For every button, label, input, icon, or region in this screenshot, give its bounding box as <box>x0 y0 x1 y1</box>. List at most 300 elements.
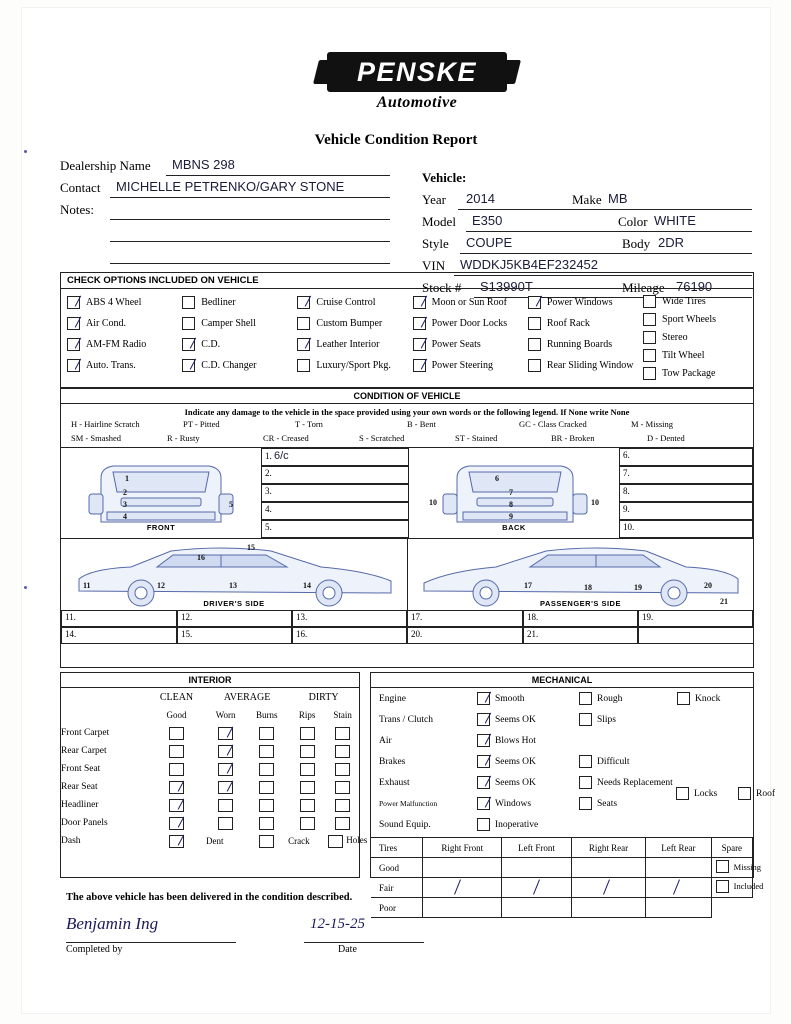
option-auto-trans[interactable] <box>67 355 176 376</box>
option-label: Power Seats <box>431 339 481 350</box>
checkbox-icon[interactable] <box>259 763 274 776</box>
checkbox-icon[interactable] <box>218 727 233 740</box>
back-callout-6: 6 <box>495 474 499 483</box>
option-label: Custom Bumper <box>316 318 383 329</box>
passenger-callout-21: 21 <box>720 597 728 606</box>
damage-entry-2[interactable] <box>261 466 409 484</box>
tires-table <box>371 837 764 918</box>
passenger-callout-18: 18 <box>584 583 592 592</box>
checkbox-icon[interactable] <box>67 359 80 372</box>
passenger-callout-17: 17 <box>524 581 532 590</box>
options-column-1 <box>61 292 176 382</box>
condition-box <box>60 388 754 668</box>
option-label: AM-FM Radio <box>86 339 147 350</box>
checkbox-icon[interactable] <box>218 799 233 812</box>
damage-entry-8[interactable] <box>619 484 753 502</box>
mech-option-knock[interactable]: Knock <box>677 692 752 705</box>
checkbox-icon[interactable] <box>677 692 690 705</box>
back-callout-9: 9 <box>509 512 513 521</box>
front-callout-3: 3 <box>123 500 127 509</box>
checkbox-icon[interactable] <box>182 359 195 372</box>
entry-number: 13. <box>296 612 308 622</box>
mileage-value[interactable]: 76190 <box>676 279 713 294</box>
color-value[interactable]: WHITE <box>654 213 696 228</box>
mech-option-difficult[interactable]: Difficult <box>579 755 675 768</box>
mech-label: Sound Equip. <box>379 819 431 830</box>
mechanical-panel <box>370 672 775 913</box>
vin-label: VIN <box>422 258 446 273</box>
damage-entry-18[interactable] <box>523 610 638 627</box>
tire-cell[interactable] <box>502 858 572 878</box>
tire-cell[interactable] <box>571 858 645 878</box>
notes-row-3 <box>60 244 390 264</box>
damage-diagrams <box>61 447 753 644</box>
tires-header-left-front: Left Front <box>502 838 572 858</box>
stock-value[interactable]: S13990T <box>480 279 533 294</box>
option-label: Power Windows <box>546 297 613 308</box>
checkbox-icon[interactable] <box>218 781 233 794</box>
back-callout-7: 7 <box>509 488 513 497</box>
damage-entry-17[interactable] <box>407 610 523 627</box>
interior-row-dash <box>61 832 359 850</box>
tire-cell-marked[interactable] <box>571 878 645 898</box>
mech-label: Exhaust <box>379 777 410 788</box>
style-label: Style <box>422 236 449 251</box>
date-line <box>304 942 424 943</box>
mech-row-sound-equip <box>371 814 753 835</box>
checkbox-icon[interactable] <box>716 860 729 873</box>
style-body-row <box>422 234 752 254</box>
entry-number: 1. <box>265 451 272 461</box>
entry-number: 19. <box>642 612 654 622</box>
checkbox-icon[interactable] <box>716 880 729 893</box>
checkbox-icon[interactable] <box>218 763 233 776</box>
entry-number: 18. <box>527 612 539 622</box>
damage-entry-16[interactable] <box>292 627 407 644</box>
front-callout-4: 4 <box>123 512 127 521</box>
option-stereo[interactable] <box>643 328 753 346</box>
option-label: Cruise Control <box>316 297 376 308</box>
mech-row-air <box>371 730 753 751</box>
color-label: Color <box>618 214 648 229</box>
front-view-diagram <box>61 448 261 538</box>
mech-option-needs-replacement[interactable]: Needs Replacement <box>579 776 675 789</box>
checkbox-icon[interactable] <box>335 727 350 740</box>
passengers-side-diagram <box>407 538 753 610</box>
completed-by-label: Completed by <box>66 944 123 955</box>
checkbox-icon[interactable] <box>259 817 274 830</box>
option-camper-shell[interactable] <box>182 313 291 334</box>
checkbox-icon[interactable] <box>413 359 426 372</box>
checkbox-icon[interactable] <box>477 776 490 789</box>
checkbox-icon[interactable] <box>477 818 490 831</box>
option-power-steering[interactable] <box>413 355 522 376</box>
entry-number: 16. <box>296 629 308 639</box>
mech-label: Trans / Clutch <box>379 714 434 725</box>
checkbox-icon[interactable] <box>182 296 195 309</box>
options-box <box>60 272 754 388</box>
checkbox-icon[interactable] <box>182 338 195 351</box>
option-cruise-control[interactable] <box>297 292 406 313</box>
tires-row-label: Good <box>371 858 423 878</box>
date-label: Date <box>338 944 357 955</box>
interior-row-rear-seat <box>61 778 359 796</box>
tire-cell[interactable] <box>646 858 711 878</box>
option-custom-bumper[interactable] <box>297 313 406 334</box>
entry-number: 2. <box>265 468 272 478</box>
option-power-door-locks[interactable] <box>413 313 522 334</box>
driver-callout-11: 11 <box>83 581 91 590</box>
option-bedliner[interactable] <box>182 292 291 313</box>
notes-row-2 <box>60 222 390 242</box>
checkbox-icon[interactable] <box>579 776 592 789</box>
checkbox-icon[interactable] <box>579 713 592 726</box>
tires-row-fair <box>371 878 753 898</box>
option-label: C.D. <box>201 339 221 350</box>
legend-item: M - Missing <box>631 419 674 429</box>
notes-row <box>60 200 390 220</box>
checkbox-icon[interactable] <box>259 799 274 812</box>
checkbox-icon[interactable] <box>300 727 315 740</box>
options-column-5 <box>522 292 637 382</box>
entry-number: 20. <box>411 629 423 639</box>
damage-entry-12[interactable] <box>177 610 292 627</box>
option-tilt-wheel[interactable] <box>643 346 753 364</box>
mech-option-seats[interactable]: Seats <box>579 797 675 810</box>
model-value[interactable]: E350 <box>472 213 503 228</box>
legend-item: T - Torn <box>295 419 323 429</box>
mech-row-engine <box>371 688 753 709</box>
checkbox-icon[interactable] <box>169 799 184 812</box>
checkbox-icon[interactable] <box>579 797 592 810</box>
option-am-fm-radio[interactable] <box>67 334 176 355</box>
entry-number: 21. <box>527 629 539 639</box>
checkbox-icon[interactable] <box>335 817 350 830</box>
dealership-value[interactable]: MBNS 298 <box>172 157 235 172</box>
checkbox-icon[interactable] <box>643 331 656 344</box>
mechanical-title: MECHANICAL <box>371 673 753 688</box>
option-abs-4-wheel[interactable] <box>67 292 176 313</box>
body-label: Body <box>622 236 651 251</box>
checkbox-icon[interactable] <box>259 727 274 740</box>
logo-badge <box>327 52 507 92</box>
checkbox-icon[interactable] <box>643 367 656 380</box>
checkbox-icon[interactable] <box>477 734 490 747</box>
checkbox-icon[interactable] <box>259 781 274 794</box>
damage-entry-5[interactable] <box>261 520 409 538</box>
tire-cell-marked[interactable] <box>502 878 572 898</box>
damage-entry-21[interactable] <box>523 627 638 644</box>
checkbox-icon[interactable] <box>643 295 656 308</box>
checkbox-icon[interactable] <box>169 817 184 830</box>
vin-value[interactable]: WDDKJ5KB4EF232452 <box>460 257 599 272</box>
make-value[interactable]: MB <box>608 191 628 206</box>
date-value[interactable]: 12-15-25 <box>310 916 365 932</box>
legend-item: GC - Class Cracked <box>519 419 587 429</box>
checkbox-icon[interactable] <box>477 797 490 810</box>
checkbox-icon[interactable] <box>259 745 274 758</box>
mech-option-rough[interactable]: Rough <box>579 692 675 705</box>
option-moon-or-sun-roof[interactable] <box>413 292 522 313</box>
option-cd-changer[interactable] <box>182 355 291 376</box>
damage-entry-13[interactable] <box>292 610 407 627</box>
col-worn: Worn <box>215 710 236 720</box>
interior-column-header-row <box>61 706 359 724</box>
checkbox-icon[interactable] <box>297 317 310 330</box>
mech-option-blows-hot[interactable]: Blows Hot <box>477 734 577 747</box>
checkbox-icon[interactable] <box>413 317 426 330</box>
option-luxury-sport-pkg[interactable] <box>297 355 406 376</box>
option-roof-rack[interactable] <box>528 313 637 334</box>
entry-number: 6. <box>623 450 630 460</box>
penske-logo <box>322 52 512 112</box>
mech-option-windows[interactable]: Windows <box>477 797 577 810</box>
damage-entry-9[interactable] <box>619 502 753 520</box>
damage-entry-4[interactable] <box>261 502 409 520</box>
mech-label: Air <box>379 735 392 746</box>
option-label: Tilt Wheel <box>662 349 705 361</box>
contact-value[interactable]: MICHELLE PETRENKO/GARY STONE <box>116 179 345 194</box>
entry-number: 15. <box>181 629 193 639</box>
option-label: Sport Wheels <box>662 313 716 325</box>
option-leather-interior[interactable] <box>297 334 406 355</box>
checkbox-icon[interactable] <box>218 745 233 758</box>
mech-option-roof[interactable]: Roof <box>738 787 775 800</box>
interior-row-headliner <box>61 796 359 814</box>
checkbox-icon[interactable] <box>477 713 490 726</box>
checkbox-icon[interactable] <box>300 781 315 794</box>
damage-entry-11[interactable] <box>61 610 177 627</box>
brand-name: PENSKE <box>356 56 478 87</box>
entry-number: 8. <box>623 486 630 496</box>
checkbox-icon[interactable] <box>676 787 689 800</box>
tire-cell[interactable] <box>646 898 711 918</box>
checkbox-icon[interactable] <box>297 359 310 372</box>
checkbox-icon[interactable] <box>643 349 656 362</box>
tires-header-right-front: Right Front <box>423 838 502 858</box>
back-callout-10-left: 10 <box>429 498 437 507</box>
checkbox-icon[interactable] <box>335 799 350 812</box>
tire-cell-marked[interactable] <box>423 878 502 898</box>
damage-entry-10[interactable] <box>619 520 753 538</box>
back-caption: BACK <box>502 523 526 532</box>
contact-label: Contact <box>60 180 101 195</box>
mileage-label: Mileage <box>622 280 665 295</box>
interior-row-door-panels <box>61 814 359 832</box>
options-column-4 <box>407 292 522 382</box>
checkbox-icon[interactable] <box>477 692 490 705</box>
year-value[interactable]: 2014 <box>466 191 495 206</box>
checkbox-icon[interactable] <box>169 745 184 758</box>
tire-cell[interactable] <box>423 858 502 878</box>
checkbox-icon[interactable] <box>169 835 184 848</box>
mech-label: Engine <box>379 693 406 704</box>
checkbox-icon[interactable] <box>300 817 315 830</box>
tire-cell[interactable] <box>571 898 645 918</box>
checkbox-icon[interactable] <box>413 296 426 309</box>
tires-header-row <box>371 838 753 858</box>
model-label: Model <box>422 214 456 229</box>
col-rips: Rips <box>298 710 316 720</box>
checkbox-icon[interactable] <box>67 317 80 330</box>
damage-entry-1[interactable] <box>261 448 409 466</box>
checkbox-icon[interactable] <box>182 317 195 330</box>
option-air-cond[interactable] <box>67 313 176 334</box>
damage-entry-15[interactable] <box>177 627 292 644</box>
back-callout-8: 8 <box>509 500 513 509</box>
checkbox-icon[interactable] <box>169 763 184 776</box>
option-label: Moon or Sun Roof <box>431 297 507 308</box>
checkbox-icon[interactable] <box>67 296 80 309</box>
mech-row-trans-clutch <box>371 709 753 730</box>
mech-option-smooth[interactable]: Smooth <box>477 692 577 705</box>
option-label: Camper Shell <box>201 318 256 329</box>
checkbox-icon[interactable] <box>300 799 315 812</box>
dealership-row <box>60 156 390 176</box>
back-callout-10-right: 10 <box>591 498 599 507</box>
checkbox-icon[interactable] <box>300 763 315 776</box>
checkbox-icon[interactable] <box>413 338 426 351</box>
checkbox-icon[interactable] <box>218 817 233 830</box>
driver-callout-15: 15 <box>247 543 255 552</box>
tires-header-left-rear: Left Rear <box>646 838 711 858</box>
entry-number: 9. <box>623 504 630 514</box>
legend-item: BR - Broken <box>551 433 595 443</box>
tires-header-spare: Spare <box>711 838 752 858</box>
option-power-windows[interactable] <box>528 292 637 313</box>
scan-artifact-dot <box>24 586 27 589</box>
drivers-side-caption: DRIVER'S SIDE <box>203 599 265 608</box>
tire-cell[interactable] <box>423 898 502 918</box>
body-value[interactable]: 2DR <box>658 235 685 250</box>
option-tow-package[interactable] <box>643 364 753 382</box>
mech-row-power-malfunction <box>371 793 753 814</box>
option-label: Power Steering <box>431 360 493 371</box>
option-rear-sliding-window[interactable] <box>528 355 637 376</box>
notes-label: Notes: <box>60 202 94 217</box>
front-callout-2: 2 <box>123 488 127 497</box>
damage-entry-6[interactable] <box>619 448 753 466</box>
style-value[interactable]: COUPE <box>466 235 513 250</box>
damage-entry-20[interactable] <box>407 627 523 644</box>
front-callout-5: 5 <box>229 500 233 509</box>
dash-option-crack: Crack <box>288 836 310 846</box>
tires-header: Tires <box>371 838 423 858</box>
passengers-side-caption: PASSENGER'S SIDE <box>540 599 621 608</box>
checkbox-icon[interactable] <box>328 835 343 848</box>
signature-value[interactable]: Benjamin Ing <box>66 914 159 933</box>
row-label: Rear Carpet <box>61 746 107 756</box>
legend-item: S - Scratched <box>359 433 405 443</box>
interior-panel <box>60 672 368 878</box>
spare-option-included[interactable]: Included <box>716 880 764 893</box>
entry-number: 4. <box>265 504 272 514</box>
checkbox-icon[interactable] <box>477 755 490 768</box>
stock-label: Stock # <box>422 280 462 295</box>
mech-label: Brakes <box>379 756 406 767</box>
checkbox-icon[interactable] <box>259 835 274 848</box>
option-power-seats[interactable] <box>413 334 522 355</box>
option-label: Power Door Locks <box>431 318 508 329</box>
vehicle-heading: Vehicle: <box>422 170 467 185</box>
mech-row-brakes <box>371 751 753 772</box>
tire-cell-marked[interactable] <box>646 878 711 898</box>
dash-option-holes: Holes <box>346 835 368 845</box>
damage-entry-7[interactable] <box>619 466 753 484</box>
damage-entry-19[interactable] <box>638 610 753 627</box>
damage-entry-14[interactable] <box>61 627 177 644</box>
checkbox-icon[interactable] <box>169 727 184 740</box>
options-grid <box>61 289 753 382</box>
checkbox-icon[interactable] <box>297 296 310 309</box>
checkbox-icon[interactable] <box>528 317 541 330</box>
checkbox-icon[interactable] <box>335 781 350 794</box>
mech-option-seems-ok[interactable]: Seems OK <box>477 776 577 789</box>
checkbox-icon[interactable] <box>738 787 751 800</box>
group-dirty: DIRTY <box>308 691 339 703</box>
vehicle-heading-row <box>422 168 752 188</box>
interior-table <box>61 688 368 850</box>
checkbox-icon[interactable] <box>528 359 541 372</box>
checkbox-icon[interactable] <box>579 755 592 768</box>
checkbox-icon[interactable] <box>335 745 350 758</box>
option-label: Bedliner <box>201 297 236 308</box>
options-column-2 <box>176 292 291 382</box>
option-cd[interactable] <box>182 334 291 355</box>
checkbox-icon[interactable] <box>335 763 350 776</box>
spare-option-missing[interactable]: Missing <box>716 860 761 873</box>
option-running-boards[interactable] <box>528 334 637 355</box>
tires-row-label: Poor <box>371 898 423 918</box>
option-label: Roof Rack <box>546 318 590 329</box>
page-title: Vehicle Condition Report <box>314 132 478 148</box>
checkbox-icon[interactable] <box>643 313 656 326</box>
tires-row-label: Fair <box>371 878 423 898</box>
mech-option-slips[interactable]: Slips <box>579 713 675 726</box>
legend-item: SM - Smashed <box>71 433 122 443</box>
option-wide-tires[interactable] <box>643 292 753 310</box>
mech-option-seems-ok[interactable]: Seems OK <box>477 755 577 768</box>
option-sport-wheels[interactable] <box>643 310 753 328</box>
legend-item: CR - Creased <box>263 433 309 443</box>
legend-item: H - Hairline Scratch <box>71 419 140 429</box>
checkbox-icon[interactable] <box>67 338 80 351</box>
row-label: Headliner <box>61 800 99 810</box>
brand-subtitle: Automotive <box>376 94 458 111</box>
mech-option-locks[interactable]: Locks <box>676 787 717 800</box>
mech-option-inoperative[interactable]: Inoperative <box>477 818 577 831</box>
checkbox-icon[interactable] <box>169 781 184 794</box>
checkbox-icon[interactable] <box>528 296 541 309</box>
driver-callout-13: 13 <box>229 581 237 590</box>
options-title: CHECK OPTIONS INCLUDED ON VEHICLE <box>61 273 753 289</box>
damage-entry-blank[interactable] <box>638 627 753 644</box>
checkbox-icon[interactable] <box>300 745 315 758</box>
option-label: Rear Sliding Window <box>546 360 634 371</box>
checkbox-icon[interactable] <box>528 338 541 351</box>
tire-cell[interactable] <box>502 898 572 918</box>
group-clean: CLEAN <box>159 691 194 703</box>
damage-entry-3[interactable] <box>261 484 409 502</box>
passenger-callout-19: 19 <box>634 583 642 592</box>
checkbox-icon[interactable] <box>297 338 310 351</box>
damage-legend <box>61 419 753 443</box>
interior-row-rear-carpet <box>61 742 359 760</box>
entry-number: 12. <box>181 612 193 622</box>
front-callout-1: 1 <box>125 474 129 483</box>
checkbox-icon[interactable] <box>579 692 592 705</box>
mech-option-seems-ok[interactable]: Seems OK <box>477 713 577 726</box>
